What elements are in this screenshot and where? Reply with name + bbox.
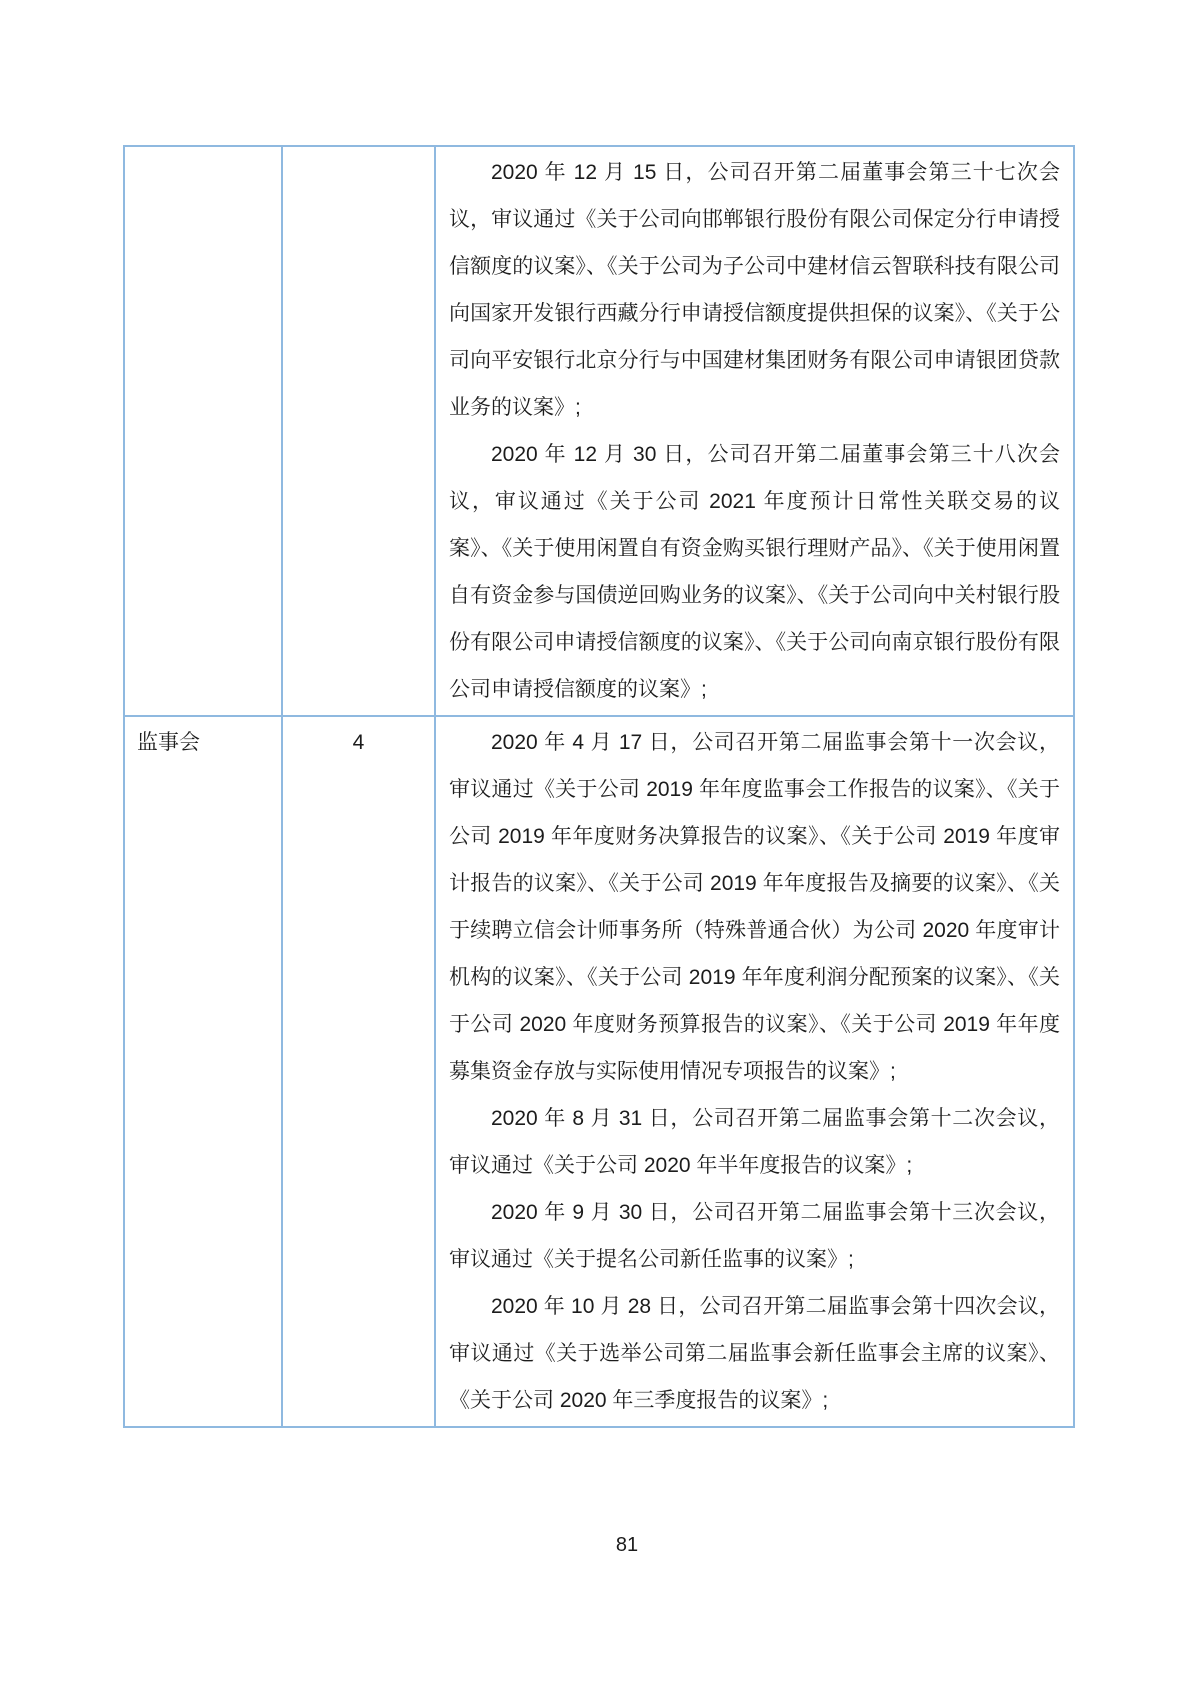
cell-meeting-count: 4 [282,716,435,1427]
meeting-paragraph: 2020 年 12 月 15 日，公司召开第二届董事会第三十七次会议，审议通过《关于公司向邯郸银行股份有限公司保定分行申请授信额度的议案》、《关于公司为子公司中建材信云智联科技有限公司向国家开发银行西藏分行申请授信额度提供担保的议案》、《关于公司向平安银行北京分行与中国建材集团财务有限公司申请银团贷款业务的议案》; [449,161,1060,419]
meeting-paragraph: 2020 年 10 月 28 日，公司召开第二届监事会第十四次会议，审议通过《关于选举公司第二届监事会新任监事会主席的议案》、《关于公司 2020 年三季度报告的议案》; [449,1295,1060,1412]
cell-meeting-count [282,146,435,716]
meetings-table [123,145,1075,1428]
meeting-paragraph: 2020 年 8 月 31 日，公司召开第二届监事会第十二次会议，审议通过《关于公司 2020 年半年度报告的议案》; [449,1107,1060,1177]
meeting-paragraph: 2020 年 4 月 17 日，公司召开第二届监事会第十一次会议，审议通过《关于公司 2019 年年度监事会工作报告的议案》、《关于公司 2019 年年度财务决算报告的议案》、《关于公司 2019 年度审计报告的议案》、《关于公司 2019 年年度报告及摘要的议案》、《关于续聘立信会计师事务所（特殊普通合伙）为公司 2020 年度审计机构的议案》、《关于公司 2019 年年度利润分配预案的议案》、《关于公司 2020 年度财务预算报告的议案》、《关于公司 2019 年年度募集资金存放与实际使用情况专项报告的议案》; [449,731,1060,1083]
page-number: 81 [615,1534,639,1556]
cell-meeting-details [435,146,1074,716]
cell-meeting-details [435,716,1074,1427]
table-row-board-continued [124,146,1074,716]
cell-body-name: 监事会 [124,716,282,1427]
meeting-paragraph: 2020 年 12 月 30 日，公司召开第二届董事会第三十八次会议，审议通过《关于公司 2021 年度预计日常性关联交易的议案》、《关于使用闲置自有资金购买银行理财产品》、《关于使用闲置自有资金参与国债逆回购业务的议案》、《关于公司向中关村银行股份有限公司申请授信额度的议案》、《关于公司向南京银行股份有限公司申请授信额度的议案》; [449,443,1060,701]
cell-body-name [124,146,282,716]
table-row-supervisory-board [124,716,1074,1427]
meeting-paragraph: 2020 年 9 月 30 日，公司召开第二届监事会第十三次会议，审议通过《关于提名公司新任监事的议案》; [449,1201,1060,1271]
